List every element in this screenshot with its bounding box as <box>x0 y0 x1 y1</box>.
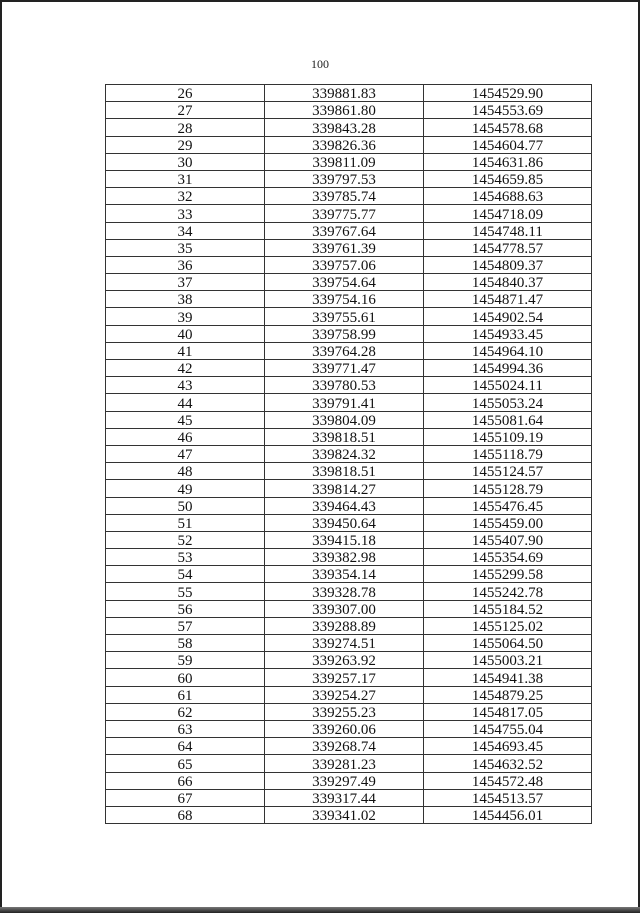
x-coordinate-cell: 339754.64 <box>265 274 424 291</box>
x-coordinate-cell: 339257.17 <box>265 669 424 686</box>
point-number-cell: 32 <box>106 188 265 205</box>
table-row <box>106 188 592 205</box>
x-coordinate-cell: 339268.74 <box>265 738 424 755</box>
point-number-cell: 65 <box>106 755 265 772</box>
scan-bottom-edge <box>0 907 640 913</box>
x-coordinate-cell: 339843.28 <box>265 119 424 136</box>
point-number-cell: 41 <box>106 342 265 359</box>
table-row <box>106 600 592 617</box>
x-coordinate-cell: 339755.61 <box>265 308 424 325</box>
y-coordinate-cell: 1455118.79 <box>424 445 592 462</box>
x-coordinate-cell: 339341.02 <box>265 806 424 823</box>
table-row <box>106 102 592 119</box>
x-coordinate-cell: 339780.53 <box>265 377 424 394</box>
point-number-cell: 47 <box>106 445 265 462</box>
point-number-cell: 49 <box>106 480 265 497</box>
y-coordinate-cell: 1455124.57 <box>424 463 592 480</box>
table-row <box>106 755 592 772</box>
point-number-cell: 53 <box>106 549 265 566</box>
table-row <box>106 652 592 669</box>
x-coordinate-cell: 339804.09 <box>265 411 424 428</box>
x-coordinate-cell: 339254.27 <box>265 686 424 703</box>
point-number-cell: 42 <box>106 360 265 377</box>
point-number-cell: 56 <box>106 600 265 617</box>
point-number-cell: 59 <box>106 652 265 669</box>
coordinates-table-body <box>106 85 592 824</box>
point-number-cell: 52 <box>106 531 265 548</box>
y-coordinate-cell: 1455053.24 <box>424 394 592 411</box>
y-coordinate-cell: 1454578.68 <box>424 119 592 136</box>
x-coordinate-cell: 339818.51 <box>265 463 424 480</box>
x-coordinate-cell: 339881.83 <box>265 85 424 102</box>
x-coordinate-cell: 339260.06 <box>265 720 424 737</box>
table-row <box>106 170 592 187</box>
table-row <box>106 617 592 634</box>
point-number-cell: 61 <box>106 686 265 703</box>
table-row <box>106 531 592 548</box>
table-row <box>106 325 592 342</box>
point-number-cell: 64 <box>106 738 265 755</box>
y-coordinate-cell: 1455024.11 <box>424 377 592 394</box>
y-coordinate-cell: 1454604.77 <box>424 136 592 153</box>
y-coordinate-cell: 1455081.64 <box>424 411 592 428</box>
table-row <box>106 497 592 514</box>
table-row <box>106 394 592 411</box>
y-coordinate-cell: 1454529.90 <box>424 85 592 102</box>
point-number-cell: 43 <box>106 377 265 394</box>
x-coordinate-cell: 339328.78 <box>265 583 424 600</box>
page-number: 100 <box>311 57 329 71</box>
y-coordinate-cell: 1455242.78 <box>424 583 592 600</box>
point-number-cell: 66 <box>106 772 265 789</box>
y-coordinate-cell: 1454933.45 <box>424 325 592 342</box>
table-row <box>106 153 592 170</box>
point-number-cell: 44 <box>106 394 265 411</box>
point-number-cell: 55 <box>106 583 265 600</box>
x-coordinate-cell: 339415.18 <box>265 531 424 548</box>
table-row <box>106 136 592 153</box>
y-coordinate-cell: 1454632.52 <box>424 755 592 772</box>
x-coordinate-cell: 339757.06 <box>265 256 424 273</box>
table-row <box>106 205 592 222</box>
y-coordinate-cell: 1455003.21 <box>424 652 592 669</box>
y-coordinate-cell: 1454718.09 <box>424 205 592 222</box>
point-number-cell: 46 <box>106 428 265 445</box>
point-number-cell: 58 <box>106 635 265 652</box>
y-coordinate-cell: 1454871.47 <box>424 291 592 308</box>
y-coordinate-cell: 1454809.37 <box>424 256 592 273</box>
point-number-cell: 40 <box>106 325 265 342</box>
x-coordinate-cell: 339764.28 <box>265 342 424 359</box>
x-coordinate-cell: 339818.51 <box>265 428 424 445</box>
point-number-cell: 45 <box>106 411 265 428</box>
x-coordinate-cell: 339354.14 <box>265 566 424 583</box>
y-coordinate-cell: 1454688.63 <box>424 188 592 205</box>
x-coordinate-cell: 339861.80 <box>265 102 424 119</box>
table-row <box>106 222 592 239</box>
y-coordinate-cell: 1454941.38 <box>424 669 592 686</box>
x-coordinate-cell: 339317.44 <box>265 789 424 806</box>
y-coordinate-cell: 1454553.69 <box>424 102 592 119</box>
x-coordinate-cell: 339450.64 <box>265 514 424 531</box>
table-row <box>106 411 592 428</box>
table-row <box>106 686 592 703</box>
table-row <box>106 480 592 497</box>
point-number-cell: 31 <box>106 170 265 187</box>
table-row <box>106 772 592 789</box>
point-number-cell: 39 <box>106 308 265 325</box>
table-row <box>106 566 592 583</box>
table-row <box>106 720 592 737</box>
x-coordinate-cell: 339382.98 <box>265 549 424 566</box>
table-row <box>106 239 592 256</box>
y-coordinate-cell: 1454817.05 <box>424 703 592 720</box>
point-number-cell: 26 <box>106 85 265 102</box>
point-number-cell: 48 <box>106 463 265 480</box>
y-coordinate-cell: 1454755.04 <box>424 720 592 737</box>
x-coordinate-cell: 339824.32 <box>265 445 424 462</box>
table-row <box>106 703 592 720</box>
x-coordinate-cell: 339288.89 <box>265 617 424 634</box>
table-row <box>106 274 592 291</box>
x-coordinate-cell: 339826.36 <box>265 136 424 153</box>
y-coordinate-cell: 1454840.37 <box>424 274 592 291</box>
x-coordinate-cell: 339761.39 <box>265 239 424 256</box>
point-number-cell: 29 <box>106 136 265 153</box>
y-coordinate-cell: 1454659.85 <box>424 170 592 187</box>
x-coordinate-cell: 339771.47 <box>265 360 424 377</box>
x-coordinate-cell: 339263.92 <box>265 652 424 669</box>
point-number-cell: 37 <box>106 274 265 291</box>
table-row <box>106 85 592 102</box>
y-coordinate-cell: 1454693.45 <box>424 738 592 755</box>
point-number-cell: 30 <box>106 153 265 170</box>
point-number-cell: 28 <box>106 119 265 136</box>
point-number-cell: 68 <box>106 806 265 823</box>
table-row <box>106 342 592 359</box>
point-number-cell: 33 <box>106 205 265 222</box>
table-row <box>106 377 592 394</box>
table-row <box>106 789 592 806</box>
point-number-cell: 51 <box>106 514 265 531</box>
table-row <box>106 738 592 755</box>
x-coordinate-cell: 339297.49 <box>265 772 424 789</box>
y-coordinate-cell: 1455407.90 <box>424 531 592 548</box>
x-coordinate-cell: 339767.64 <box>265 222 424 239</box>
y-coordinate-cell: 1454778.57 <box>424 239 592 256</box>
table-row <box>106 669 592 686</box>
x-coordinate-cell: 339464.43 <box>265 497 424 514</box>
x-coordinate-cell: 339754.16 <box>265 291 424 308</box>
y-coordinate-cell: 1454456.01 <box>424 806 592 823</box>
point-number-cell: 54 <box>106 566 265 583</box>
point-number-cell: 57 <box>106 617 265 634</box>
y-coordinate-cell: 1455299.58 <box>424 566 592 583</box>
table-row <box>106 360 592 377</box>
x-coordinate-cell: 339255.23 <box>265 703 424 720</box>
y-coordinate-cell: 1455476.45 <box>424 497 592 514</box>
y-coordinate-cell: 1455459.00 <box>424 514 592 531</box>
point-number-cell: 62 <box>106 703 265 720</box>
point-number-cell: 63 <box>106 720 265 737</box>
y-coordinate-cell: 1454631.86 <box>424 153 592 170</box>
x-coordinate-cell: 339307.00 <box>265 600 424 617</box>
table-row <box>106 445 592 462</box>
x-coordinate-cell: 339281.23 <box>265 755 424 772</box>
table-row <box>106 635 592 652</box>
y-coordinate-cell: 1454572.48 <box>424 772 592 789</box>
y-coordinate-cell: 1454994.36 <box>424 360 592 377</box>
y-coordinate-cell: 1454513.57 <box>424 789 592 806</box>
y-coordinate-cell: 1454879.25 <box>424 686 592 703</box>
table-row <box>106 583 592 600</box>
table-row <box>106 514 592 531</box>
y-coordinate-cell: 1454964.10 <box>424 342 592 359</box>
y-coordinate-cell: 1455128.79 <box>424 480 592 497</box>
point-number-cell: 27 <box>106 102 265 119</box>
y-coordinate-cell: 1455064.50 <box>424 635 592 652</box>
table-row <box>106 428 592 445</box>
table-row <box>106 549 592 566</box>
table-row <box>106 291 592 308</box>
y-coordinate-cell: 1455184.52 <box>424 600 592 617</box>
table-row <box>106 308 592 325</box>
y-coordinate-cell: 1454748.11 <box>424 222 592 239</box>
point-number-cell: 38 <box>106 291 265 308</box>
y-coordinate-cell: 1455354.69 <box>424 549 592 566</box>
x-coordinate-cell: 339811.09 <box>265 153 424 170</box>
coordinates-table <box>105 84 592 824</box>
table-row <box>106 119 592 136</box>
table-row <box>106 256 592 273</box>
y-coordinate-cell: 1454902.54 <box>424 308 592 325</box>
point-number-cell: 36 <box>106 256 265 273</box>
x-coordinate-cell: 339814.27 <box>265 480 424 497</box>
y-coordinate-cell: 1455109.19 <box>424 428 592 445</box>
point-number-cell: 35 <box>106 239 265 256</box>
point-number-cell: 67 <box>106 789 265 806</box>
x-coordinate-cell: 339274.51 <box>265 635 424 652</box>
point-number-cell: 34 <box>106 222 265 239</box>
table-row <box>106 463 592 480</box>
point-number-cell: 50 <box>106 497 265 514</box>
x-coordinate-cell: 339758.99 <box>265 325 424 342</box>
x-coordinate-cell: 339791.41 <box>265 394 424 411</box>
x-coordinate-cell: 339775.77 <box>265 205 424 222</box>
x-coordinate-cell: 339785.74 <box>265 188 424 205</box>
y-coordinate-cell: 1455125.02 <box>424 617 592 634</box>
point-number-cell: 60 <box>106 669 265 686</box>
x-coordinate-cell: 339797.53 <box>265 170 424 187</box>
table-row <box>106 806 592 823</box>
